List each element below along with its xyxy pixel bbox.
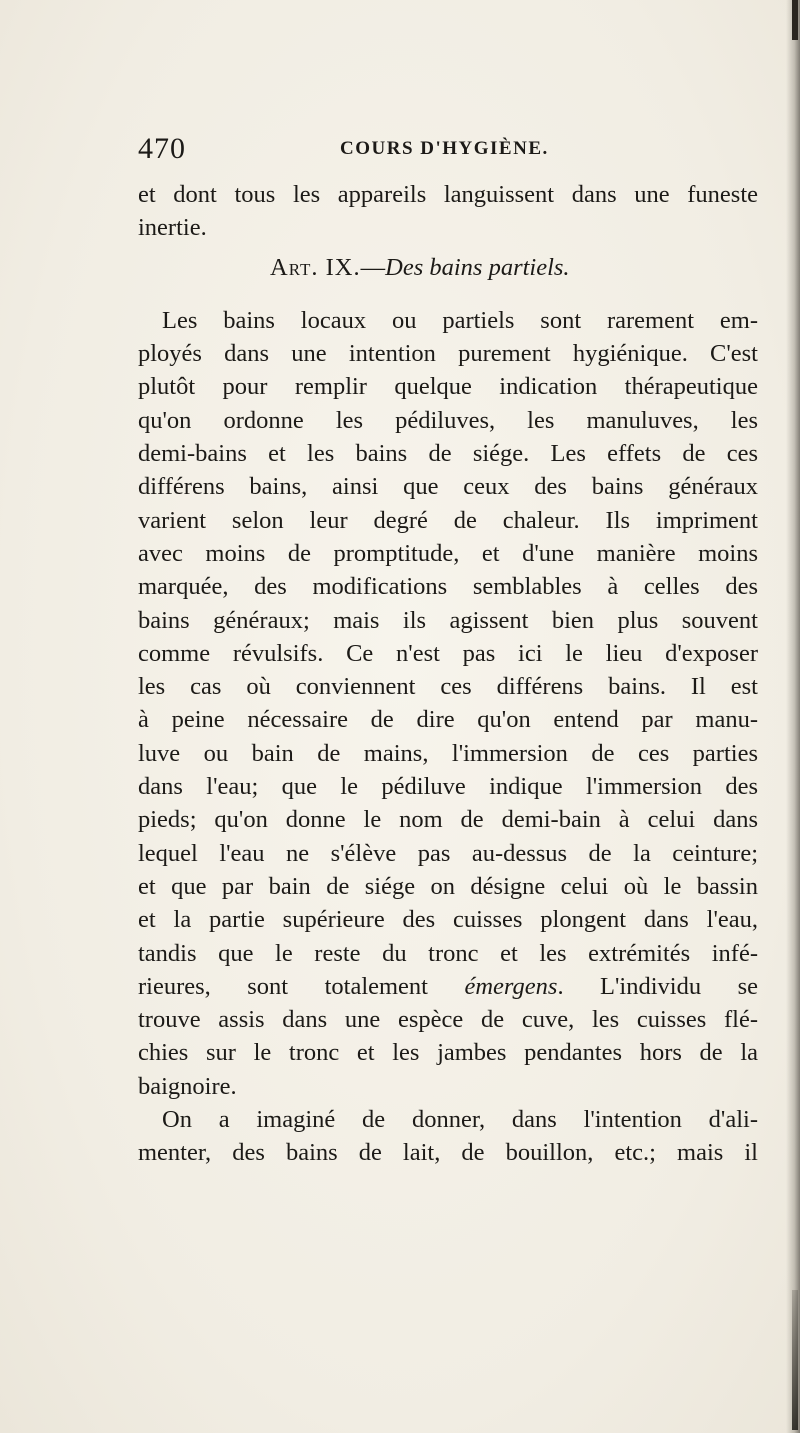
article-label: Art. IX.	[270, 253, 361, 281]
heading-spacer	[138, 284, 758, 304]
page-number: 470	[138, 132, 186, 165]
text-line: chies sur le tronc et les jambes pendantes hors de la	[138, 1039, 758, 1067]
page-edge-shadow	[786, 0, 800, 1433]
text-line: pieds; qu'on donne le nom de demi-bain à celui dans	[138, 806, 758, 834]
text-line: et que par bain de siége on désigne celui où le bassin	[138, 872, 758, 900]
article-heading	[138, 251, 758, 284]
running-head: COURS D'HYGIÈNE.	[340, 138, 549, 159]
text-line: bains généraux; mais ils agissent bien plus souvent	[138, 606, 758, 634]
text-line: plutôt pour remplir quelque indication thérapeutique	[138, 373, 758, 401]
text-line: à peine nécessaire de dire qu'on entend par manu-	[138, 706, 758, 734]
page-edge-mark-top	[792, 0, 798, 40]
text-line: lequel l'eau ne s'élève pas au-dessus de la ceinture;	[138, 839, 758, 867]
text-line: trouve assis dans une espèce de cuve, les cuisses flé-	[138, 1006, 758, 1034]
text-line: et la partie supérieure des cuisses plongent dans l'eau,	[138, 906, 758, 934]
text-line: marquée, des modifications semblables à celles des	[138, 573, 758, 601]
text-line: luve ou bain de mains, l'immersion de ces parties	[138, 739, 758, 767]
italic-word: émergens	[464, 972, 558, 1000]
text-line: menter, des bains de lait, de bouillon, etc.; mais il	[138, 1139, 758, 1167]
text-line: différens bains, ainsi que ceux des bains généraux	[138, 473, 758, 501]
text-fragment: . L'individu se	[557, 972, 758, 1000]
text-line: ployés dans une intention purement hygiénique. C'est	[138, 340, 758, 368]
paragraph-first-line: On a imaginé de donner, dans l'intention d'ali-	[162, 1106, 758, 1134]
text-line: inertie.	[138, 214, 207, 242]
text-line: les cas où conviennent ces différens bains. Il est	[138, 673, 758, 701]
paragraph-last-line: baignoire.	[138, 1072, 237, 1100]
text-block	[138, 178, 758, 1170]
text-line: demi-bains et les bains de siége. Les effets de ces	[138, 440, 758, 468]
text-line: dans l'eau; que le pédiluve indique l'immersion des	[138, 773, 758, 801]
article-dash: —	[360, 253, 386, 281]
text-line: varient selon leur degré de chaleur. Ils impriment	[138, 506, 758, 534]
article-title: Des bains partiels.	[385, 253, 570, 281]
text-line: avec moins de promptitude, et d'une manière moins	[138, 539, 758, 567]
text-line: et dont tous les appareils languissent dans une funeste	[138, 181, 758, 208]
text-line-with-italic	[138, 970, 758, 1003]
page-edge-mark-bottom	[792, 1290, 798, 1430]
paragraph-first-line: Les bains locaux ou partiels sont rarement em-	[162, 306, 758, 334]
text-line: comme révulsifs. Ce n'est pas ici le lieu d'exposer	[138, 639, 758, 667]
text-line: qu'on ordonne les pédiluves, les manuluves, les	[138, 406, 758, 434]
text-line: tandis que le reste du tronc et les extrémités infé-	[138, 939, 758, 967]
page-header	[138, 132, 758, 172]
text-fragment: rieures, sont totalement	[138, 972, 465, 1000]
